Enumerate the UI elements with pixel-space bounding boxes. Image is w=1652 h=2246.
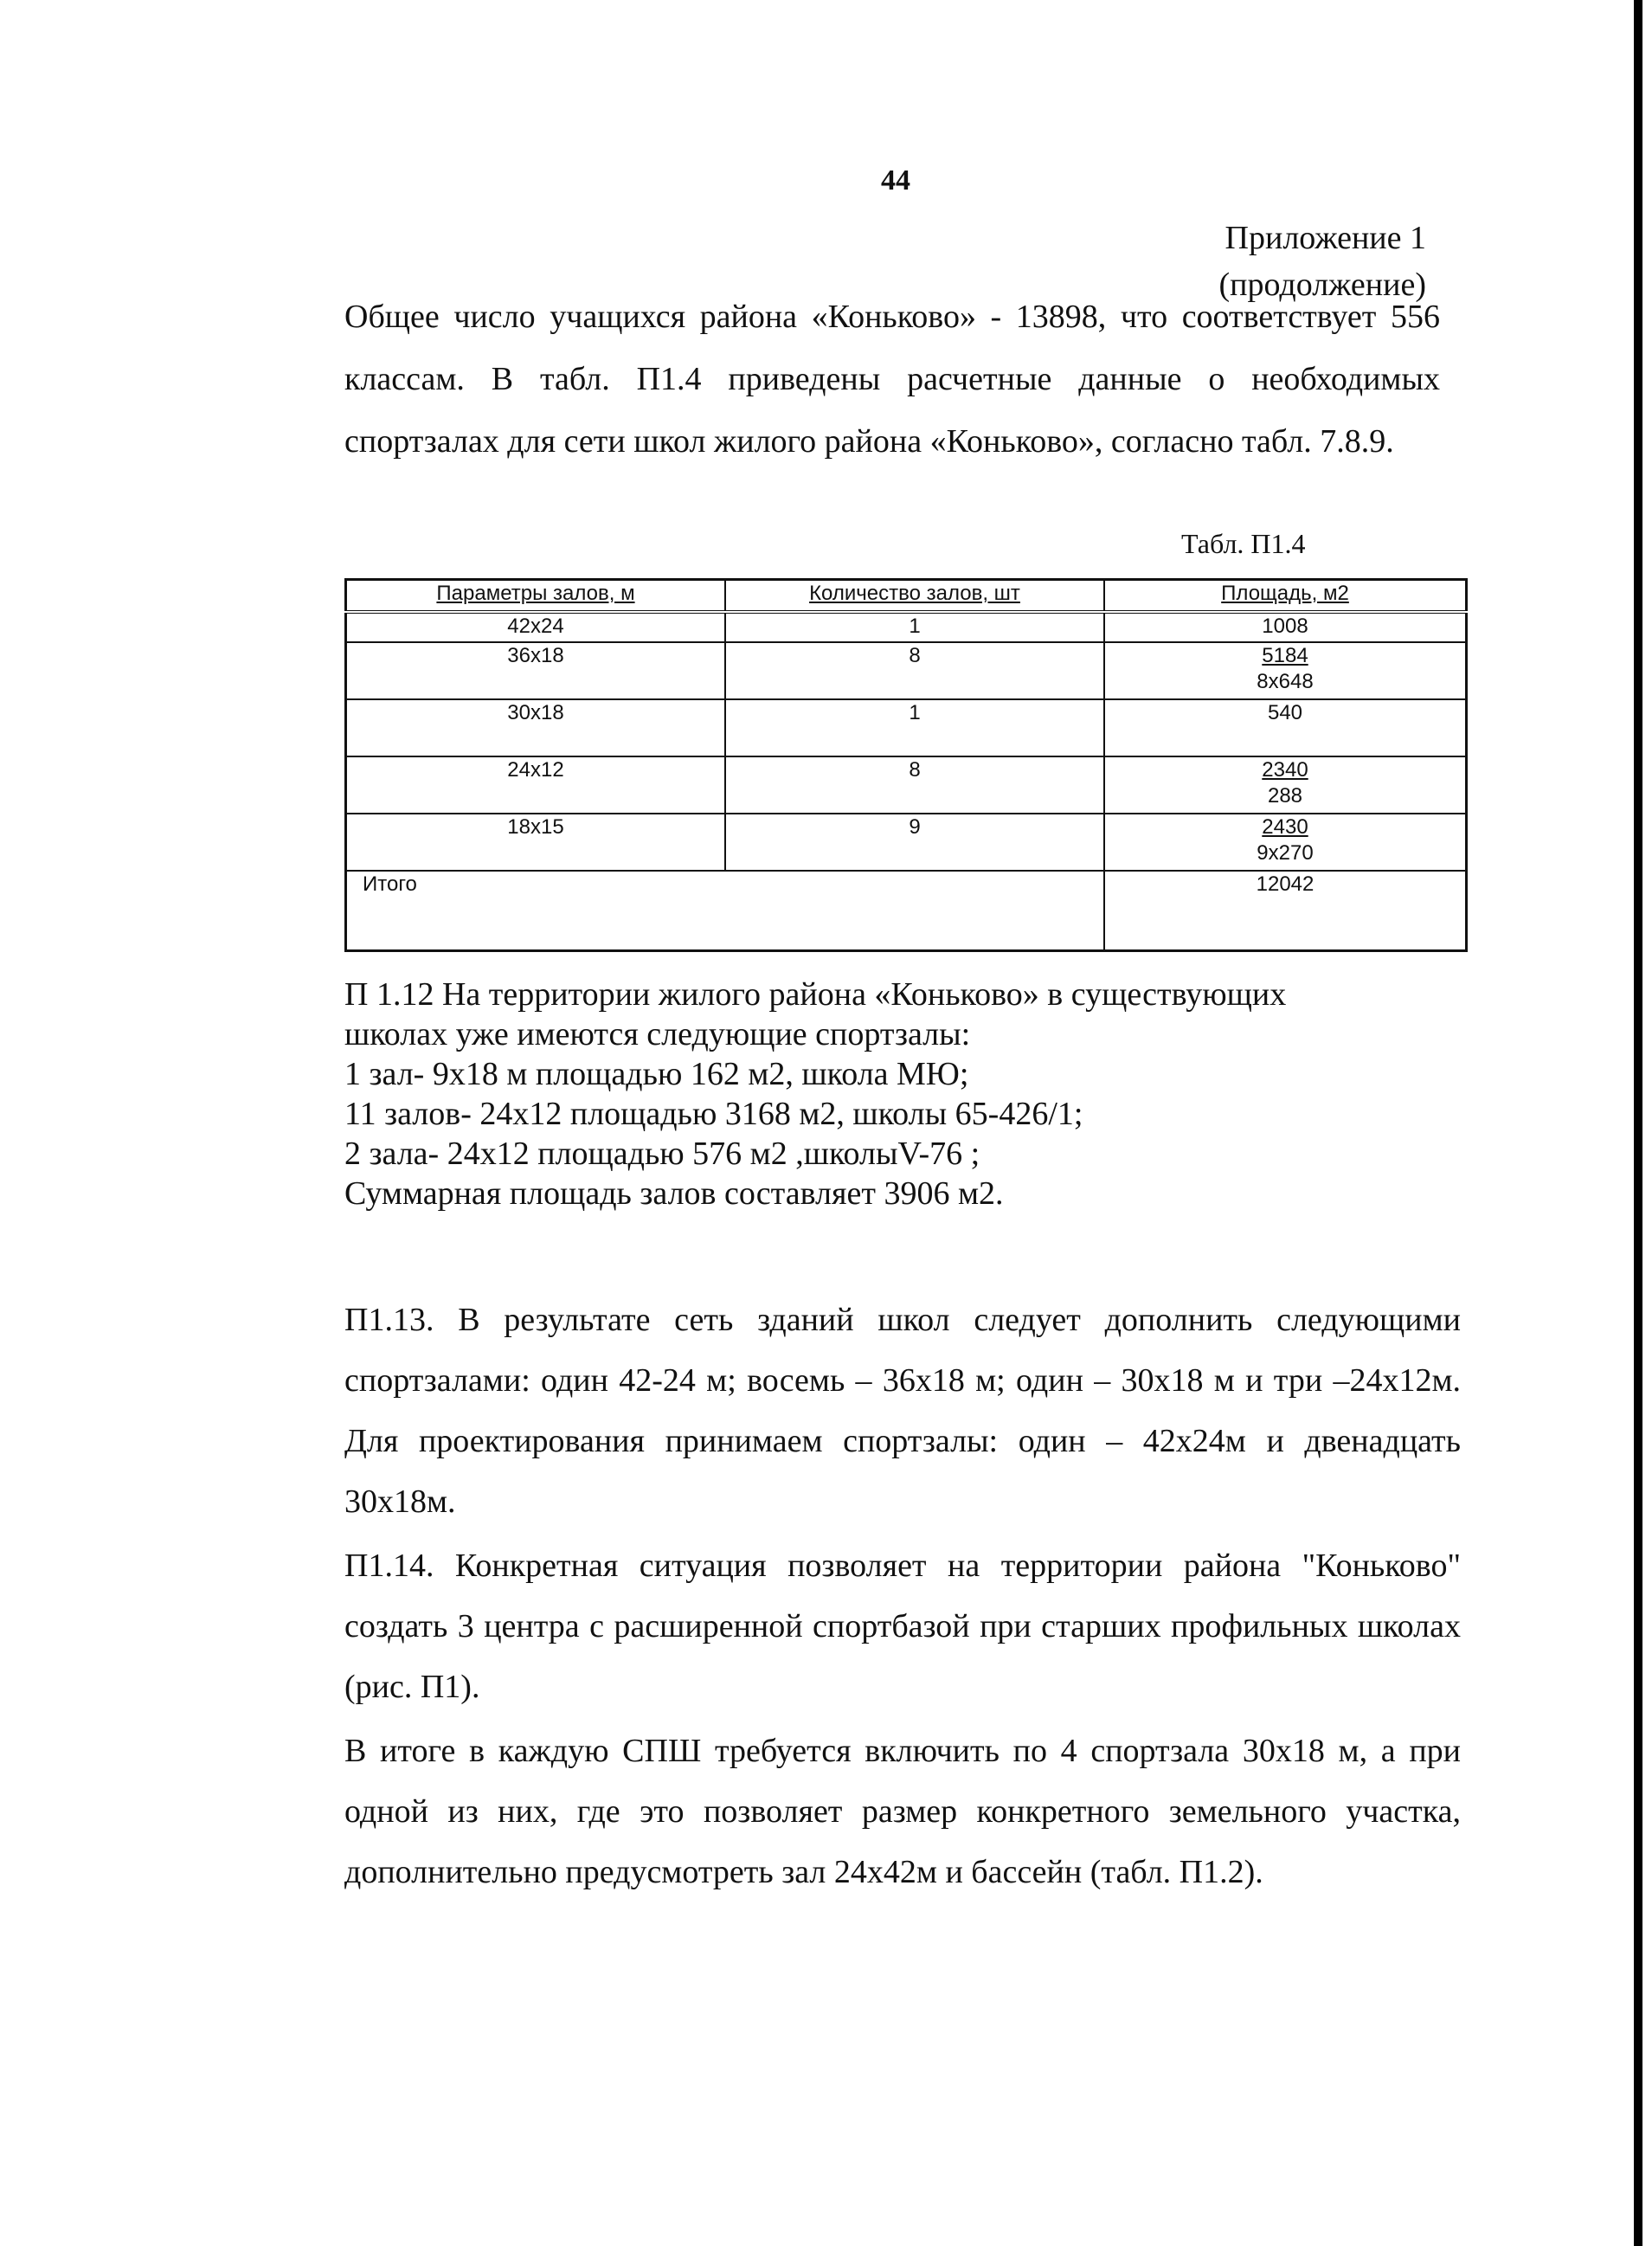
header-count: Количество залов, шт	[725, 580, 1104, 613]
table-total-row	[346, 871, 1467, 951]
table-caption: Табл. П1.4	[1181, 528, 1306, 559]
cell-area	[1104, 756, 1467, 814]
cell-params: 36x18	[346, 642, 726, 699]
area-value: 1008	[1262, 615, 1308, 638]
total-label: Итого	[346, 871, 1105, 951]
section-line: школах уже имеются следующие спортзалы:	[344, 1016, 971, 1052]
total-value: 12042	[1104, 871, 1467, 951]
cell-params: 24x12	[346, 756, 726, 814]
area-value: 2340	[1262, 758, 1308, 782]
cell-params: 30x18	[346, 699, 726, 756]
section-1-12	[344, 975, 1469, 1213]
table-header-row	[346, 580, 1467, 613]
cell-count: 1	[725, 612, 1104, 642]
section-line: 11 залов- 24x12 площадью 3168 м2, школы 65-426/1;	[344, 1096, 1083, 1132]
section-line: 1 зал- 9x18 м площадью 162 м2, школа МЮ;	[344, 1056, 969, 1092]
section-line: П 1.12 На территории жилого района «Коньково» в существующих	[344, 976, 1287, 1013]
cell-count: 1	[725, 699, 1104, 756]
cell-count: 8	[725, 756, 1104, 814]
area-value: 2430	[1262, 815, 1308, 839]
intro-section	[344, 286, 1440, 473]
scan-edge	[1634, 0, 1642, 2246]
gyms-table	[344, 578, 1468, 952]
cell-params: 18x15	[346, 814, 726, 871]
appendix-label: Приложение 1	[1225, 220, 1426, 256]
area-detail: 288	[1267, 784, 1303, 808]
intro-paragraph: Общее число учащихся района «Коньково» - 13898, что соответствует 556 классам. В табл. П1.4 приведены расчетные данные о необходимых спортзалах для сети школ жилого района «Коньково», согласно табл. 7.8.9.	[344, 299, 1440, 460]
area-value: 540	[1267, 701, 1303, 724]
area-detail: 9x270	[1257, 841, 1314, 865]
cell-area	[1104, 612, 1467, 642]
section-conclusion: В итоге в каждую СПШ требуется включить по 4 спортзала 30x18 м, а при одной из них, где это позволяет размер конкретного земельного участка, дополнительно предусмотреть зал 24x42м и бассейн (табл. П1.2).	[344, 1733, 1461, 1890]
cell-area	[1104, 699, 1467, 756]
table-row	[346, 756, 1467, 814]
table-row	[346, 612, 1467, 642]
section-line: 2 зала- 24x12 площадью 576 м2 ,школыV-76 ;	[344, 1136, 980, 1172]
body-sections	[344, 1290, 1461, 1902]
cell-count: 8	[725, 642, 1104, 699]
cell-area	[1104, 814, 1467, 871]
page-number: 44	[881, 164, 910, 196]
table-row	[346, 699, 1467, 756]
area-detail: 8x648	[1257, 670, 1314, 693]
cell-area	[1104, 642, 1467, 699]
cell-count: 9	[725, 814, 1104, 871]
table-row	[346, 642, 1467, 699]
area-value: 5184	[1262, 644, 1308, 667]
section-line: Суммарная площадь залов составляет 3906 м2.	[344, 1175, 1004, 1212]
header-params: Параметры залов, м	[346, 580, 726, 613]
appendix-note: (продолжение)	[1218, 267, 1426, 303]
table-row	[346, 814, 1467, 871]
cell-params: 42x24	[346, 612, 726, 642]
section-1-13: П1.13. В результате сеть зданий школ следует дополнить следующими спортзалами: один 42-24 м; восемь – 36x18 м; один – 30x18 м и три –24x12м. Для проектирования принимаем спортзалы: один – 42x24м и двенадцать 30x18м.	[344, 1302, 1461, 1520]
section-1-14: П1.14. Конкретная ситуация позволяет на территории района "Коньково" создать 3 центра с расширенной спортбазой при старших профильных школах (рис. П1).	[344, 1548, 1461, 1705]
header-area: Площадь, м2	[1104, 580, 1467, 613]
